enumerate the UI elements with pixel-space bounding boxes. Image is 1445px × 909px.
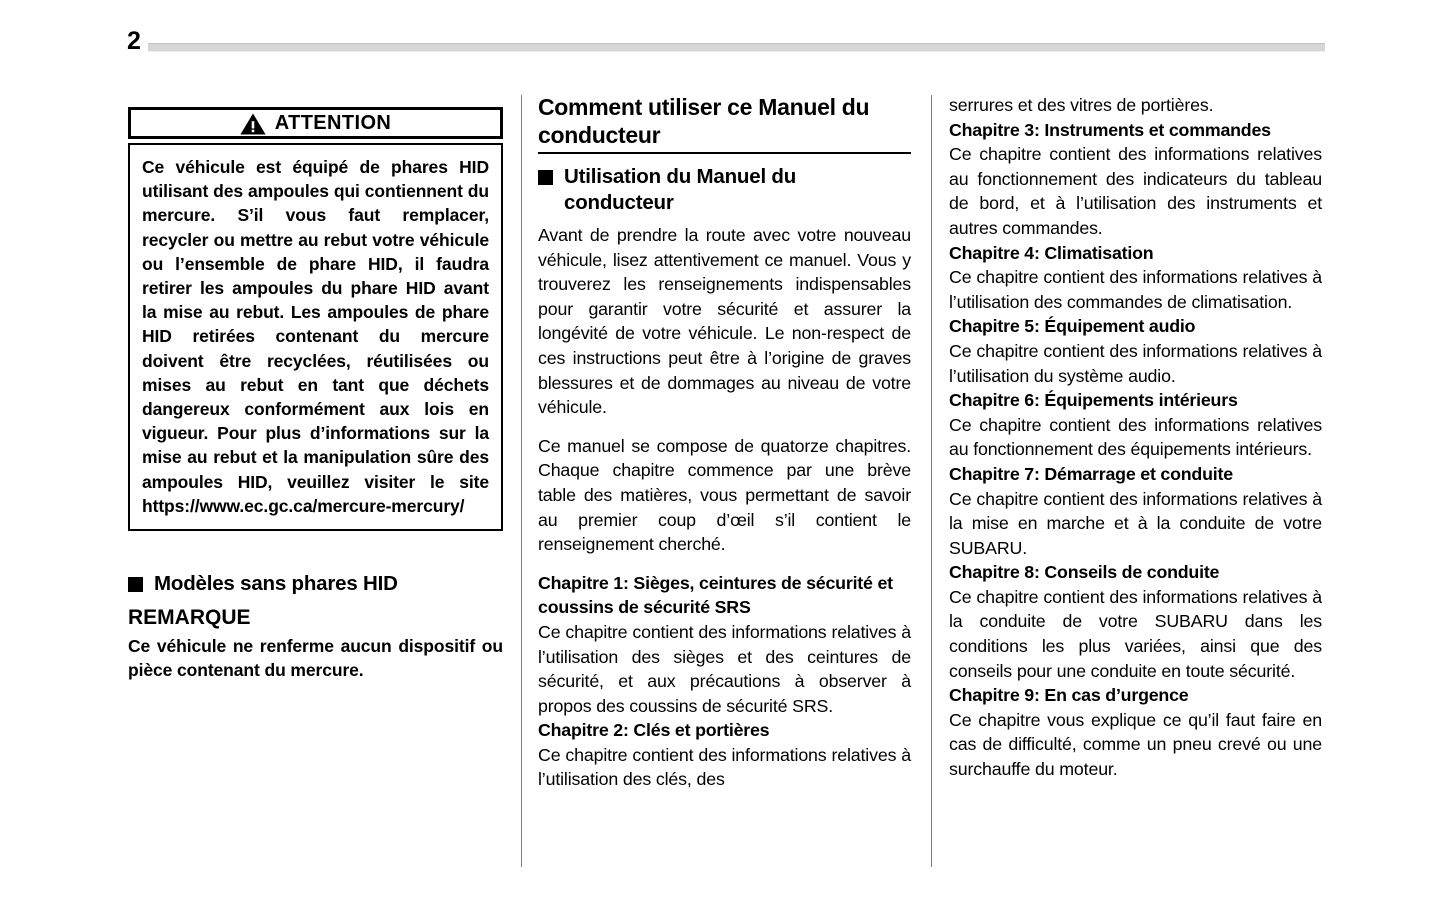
chapter-heading: Chapitre 9: En cas d’urgence [949,685,1189,706]
no-hid-note-block [128,571,503,683]
column-container [0,93,1445,873]
right-column [949,93,1322,873]
attention-warning-box [128,107,503,531]
page-header [0,26,1445,60]
section-title: Comment utiliser ce Manuel du conducteur [538,94,870,148]
warning-triangle-icon [240,113,266,135]
continued-text: serrures et des vitres de portières. [949,95,1214,115]
chapter-body: Ce chapitre contient des informations relatives à l’utilisation des commandes de climatisation. [949,267,1322,312]
chapter-heading: Chapitre 7: Démarrage et conduite [949,463,1233,484]
square-bullet-icon [538,170,553,185]
remarque-text: Ce véhicule ne renferme aucun dispositif ou pièce contenant du mercure. [128,636,503,681]
column-divider-right [931,95,932,867]
attention-body-text: Ce véhicule est équipé de phares HID utilisant des ampoules qui contiennent du mercure. S’il vous faut remplacer, recycler ou mettre au rebut votre véhicule ou l’ensemble de phare HID, il faudra retirer les ampoules du phare HID avant la mise au rebut. Les ampoules de phare HID retirées contenant du mercure doivent être recyclées, réutilisées ou mises au rebut en tant que déchets dangereux conformément aux lois en vigueur. Pour plus d’informations sur la mise au rebut et la manipulation sûre des ampoules HID, veuillez visiter le site https://www.ec.gc.ca/mercure-mercury/ [142,157,489,516]
intro-paragraph-1: Avant de prendre la route avec votre nouveau véhicule, lisez attentivement ce manuel. Vous y trouverez les renseignements indispensables pour garantir votre sécurité et assurer la longévité de votre véhicule. Le non-respect de ces instructions peut être à l’origine de graves blessures et de dommages au niveau de votre véhicule. [538,225,911,418]
column-divider-left [521,95,522,867]
chapter-heading: Chapitre 6: Équipements intérieurs [949,390,1238,411]
page-number: 2 [127,27,141,55]
attention-title-text: ATTENTION [274,112,392,134]
remarque-label: REMARQUE [128,606,251,629]
subsection-heading [538,164,911,216]
chapter-body: Ce chapitre contient des informations relatives à l’utilisation des sièges et des ceintures de sécurité, et aux précautions à observer à propos des coussins de sécurité SRS. [538,621,911,716]
no-hid-heading [128,571,503,597]
intro-paragraph-2: Ce manuel se compose de quatorze chapitres. Chaque chapitre commence par une brève table des matières, vous permettant de savoir au premier coup d’œil s’il contient le renseignement cherché. [538,435,911,555]
header-rule [148,43,1325,52]
square-bullet-icon [128,577,143,592]
chapter-heading: Chapitre 8: Conseils de conduite [949,562,1220,583]
attention-title-bar [128,107,503,139]
chapter-body: Ce chapitre contient des informations relatives à l’utilisation des clés, des [538,744,911,790]
chapter-heading: Chapitre 3: Instruments et commandes [949,119,1271,140]
chapter-heading: Chapitre 1: Sièges, ceintures de sécurité et coussins de sécurité SRS [538,572,893,618]
chapter-body: Ce chapitre contient des informations relatives à la conduite de votre SUBARU dans les conditions les plus variées, ainsi que des conseils pour une conduite en toute sécurité. [949,586,1322,681]
chapter-body: Ce chapitre vous explique ce qu’il faut faire en cas de difficulté, comme un pneu crevé ou une surchauffe du moteur. [949,709,1322,780]
chapter-heading: Chapitre 4: Climatisation [949,242,1154,263]
section-title-rule [538,152,911,154]
no-hid-heading-text: Modèles sans phares HID [154,572,398,595]
middle-column [538,93,911,873]
left-column [128,93,501,873]
subsection-heading-text: Utilisation du Manuel du conducteur [564,165,797,214]
chapter-body: Ce chapitre contient des informations relatives au fonctionnement des équipements intérieurs. [949,414,1322,460]
chapter-heading: Chapitre 5: Équipement audio [949,316,1196,337]
chapter-heading: Chapitre 2: Clés et portières [538,720,770,741]
attention-body-box [128,143,503,531]
chapter-body: Ce chapitre contient des informations relatives à l’utilisation du système audio. [949,340,1322,386]
chapter-body: Ce chapitre contient des informations relatives au fonctionnement des indicateurs du tableau de bord, et à l’utilisation des instruments et autres commandes. [949,144,1322,238]
chapter-body: Ce chapitre contient des informations relatives à la mise en marche et à la conduite de votre SUBARU. [949,488,1322,558]
